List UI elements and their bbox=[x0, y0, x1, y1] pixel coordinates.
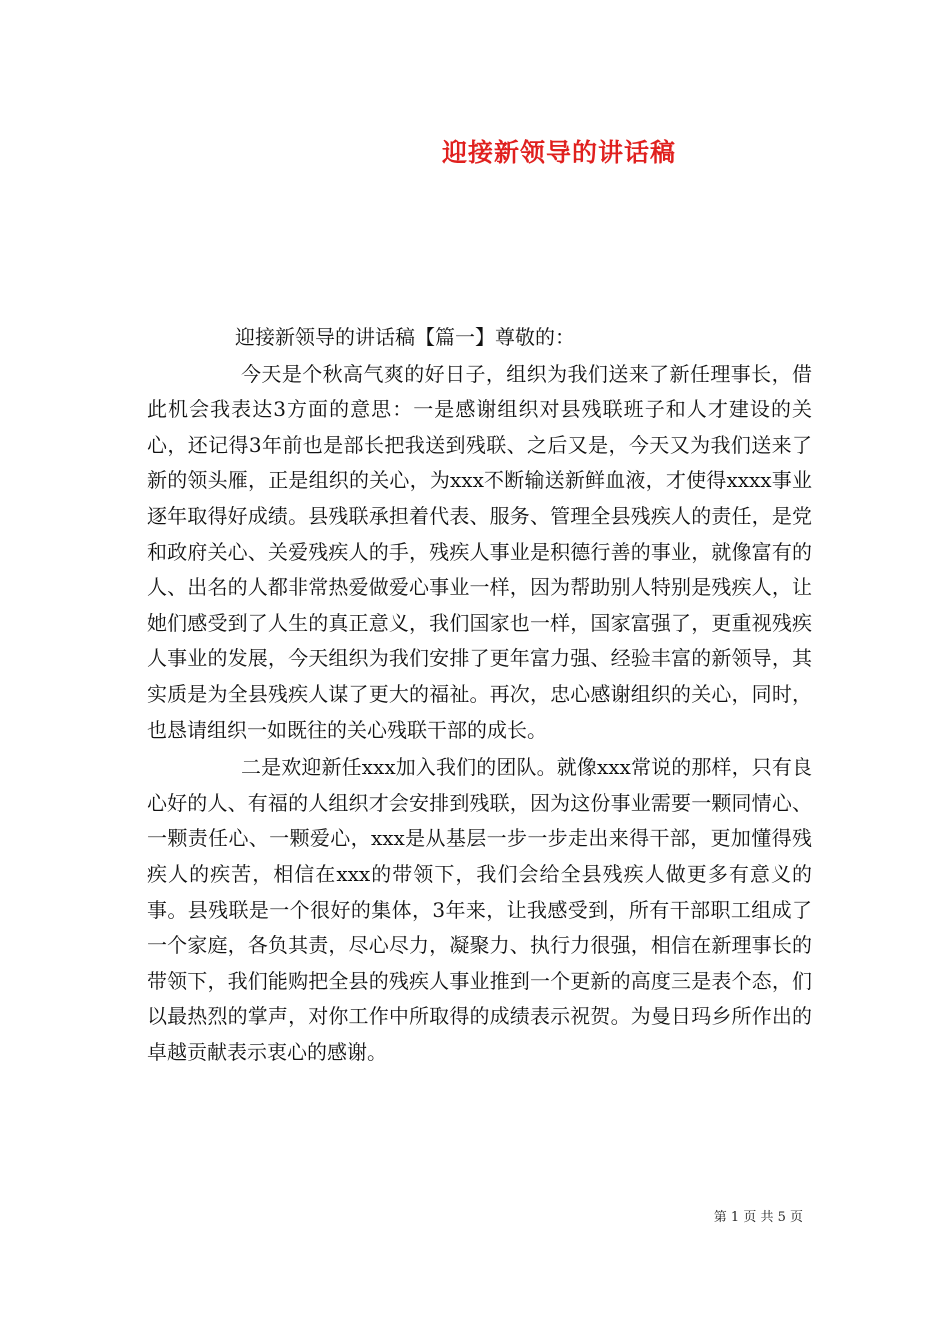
greeting-line: 迎接新领导的讲话稿【篇一】尊敬的： bbox=[235, 325, 575, 349]
document-title: 迎接新领导的讲话稿 bbox=[441, 138, 676, 167]
document-body bbox=[147, 320, 812, 1070]
page-number: 第 1 页 共 5 页 bbox=[713, 1210, 803, 1225]
paragraph-2: 二是欢迎新任xxx加入我们的团队。就像xxx常说的那样，只有良心好的人、有福的人组织才会安排到残联，因为这份事业需要一颗同情心、一颗责任心、一颗爱心，xxx是从基层一步一步走出来得干部，更加懂得残疾人的疾苦，相信在xxx的带领下，我们会给全县残疾人做更多有意义的事。县残联是一个很好的集体，3年来，让我感受到，所有干部职工组成了一个家庭，各负其责，尽心尽力，凝聚力、执行力很强，相信在新理事长的带领下，我们能购把全县的残疾人事业推到一个更新的高度三是表个态，们以最热烈的掌声，对你工作中所取得的成绩表示祝贺。为曼日玛乡所作出的卓越贡献表示衷心的感谢。 bbox=[147, 755, 812, 1064]
paragraph-1: 今天是个秋高气爽的好日子，组织为我们送来了新任理事长，借此机会我表达3方面的意思：一是感谢组织对县残联班子和人才建设的关心，还记得3年前也是部长把我送到残联、之后又是，今天又为我们送来了新的领头雁，正是组织的关心，为xxx不断输送新鲜血液，才使得xxxx事业逐年取得好成绩。县残联承担着代表、服务、管理全县残疾人的责任，是党和政府关心、关爱残疾人的手，残疾人事业是积德行善的事业，就像富有的人、出名的人都非常热爱做爱心事业一样，因为帮助别人特别是残疾人，让她们感受到了人生的真正意义，我们国家也一样，国家富强了，更重视残疾人事业的发展，今天组织为我们安排了更年富力强、经验丰富的新领导，其实质是为全县残疾人谋了更大的福祉。再次，忠心感谢组织的关心，同时，也恳请组织一如既往的关心残联干部的成长。 bbox=[147, 361, 812, 742]
